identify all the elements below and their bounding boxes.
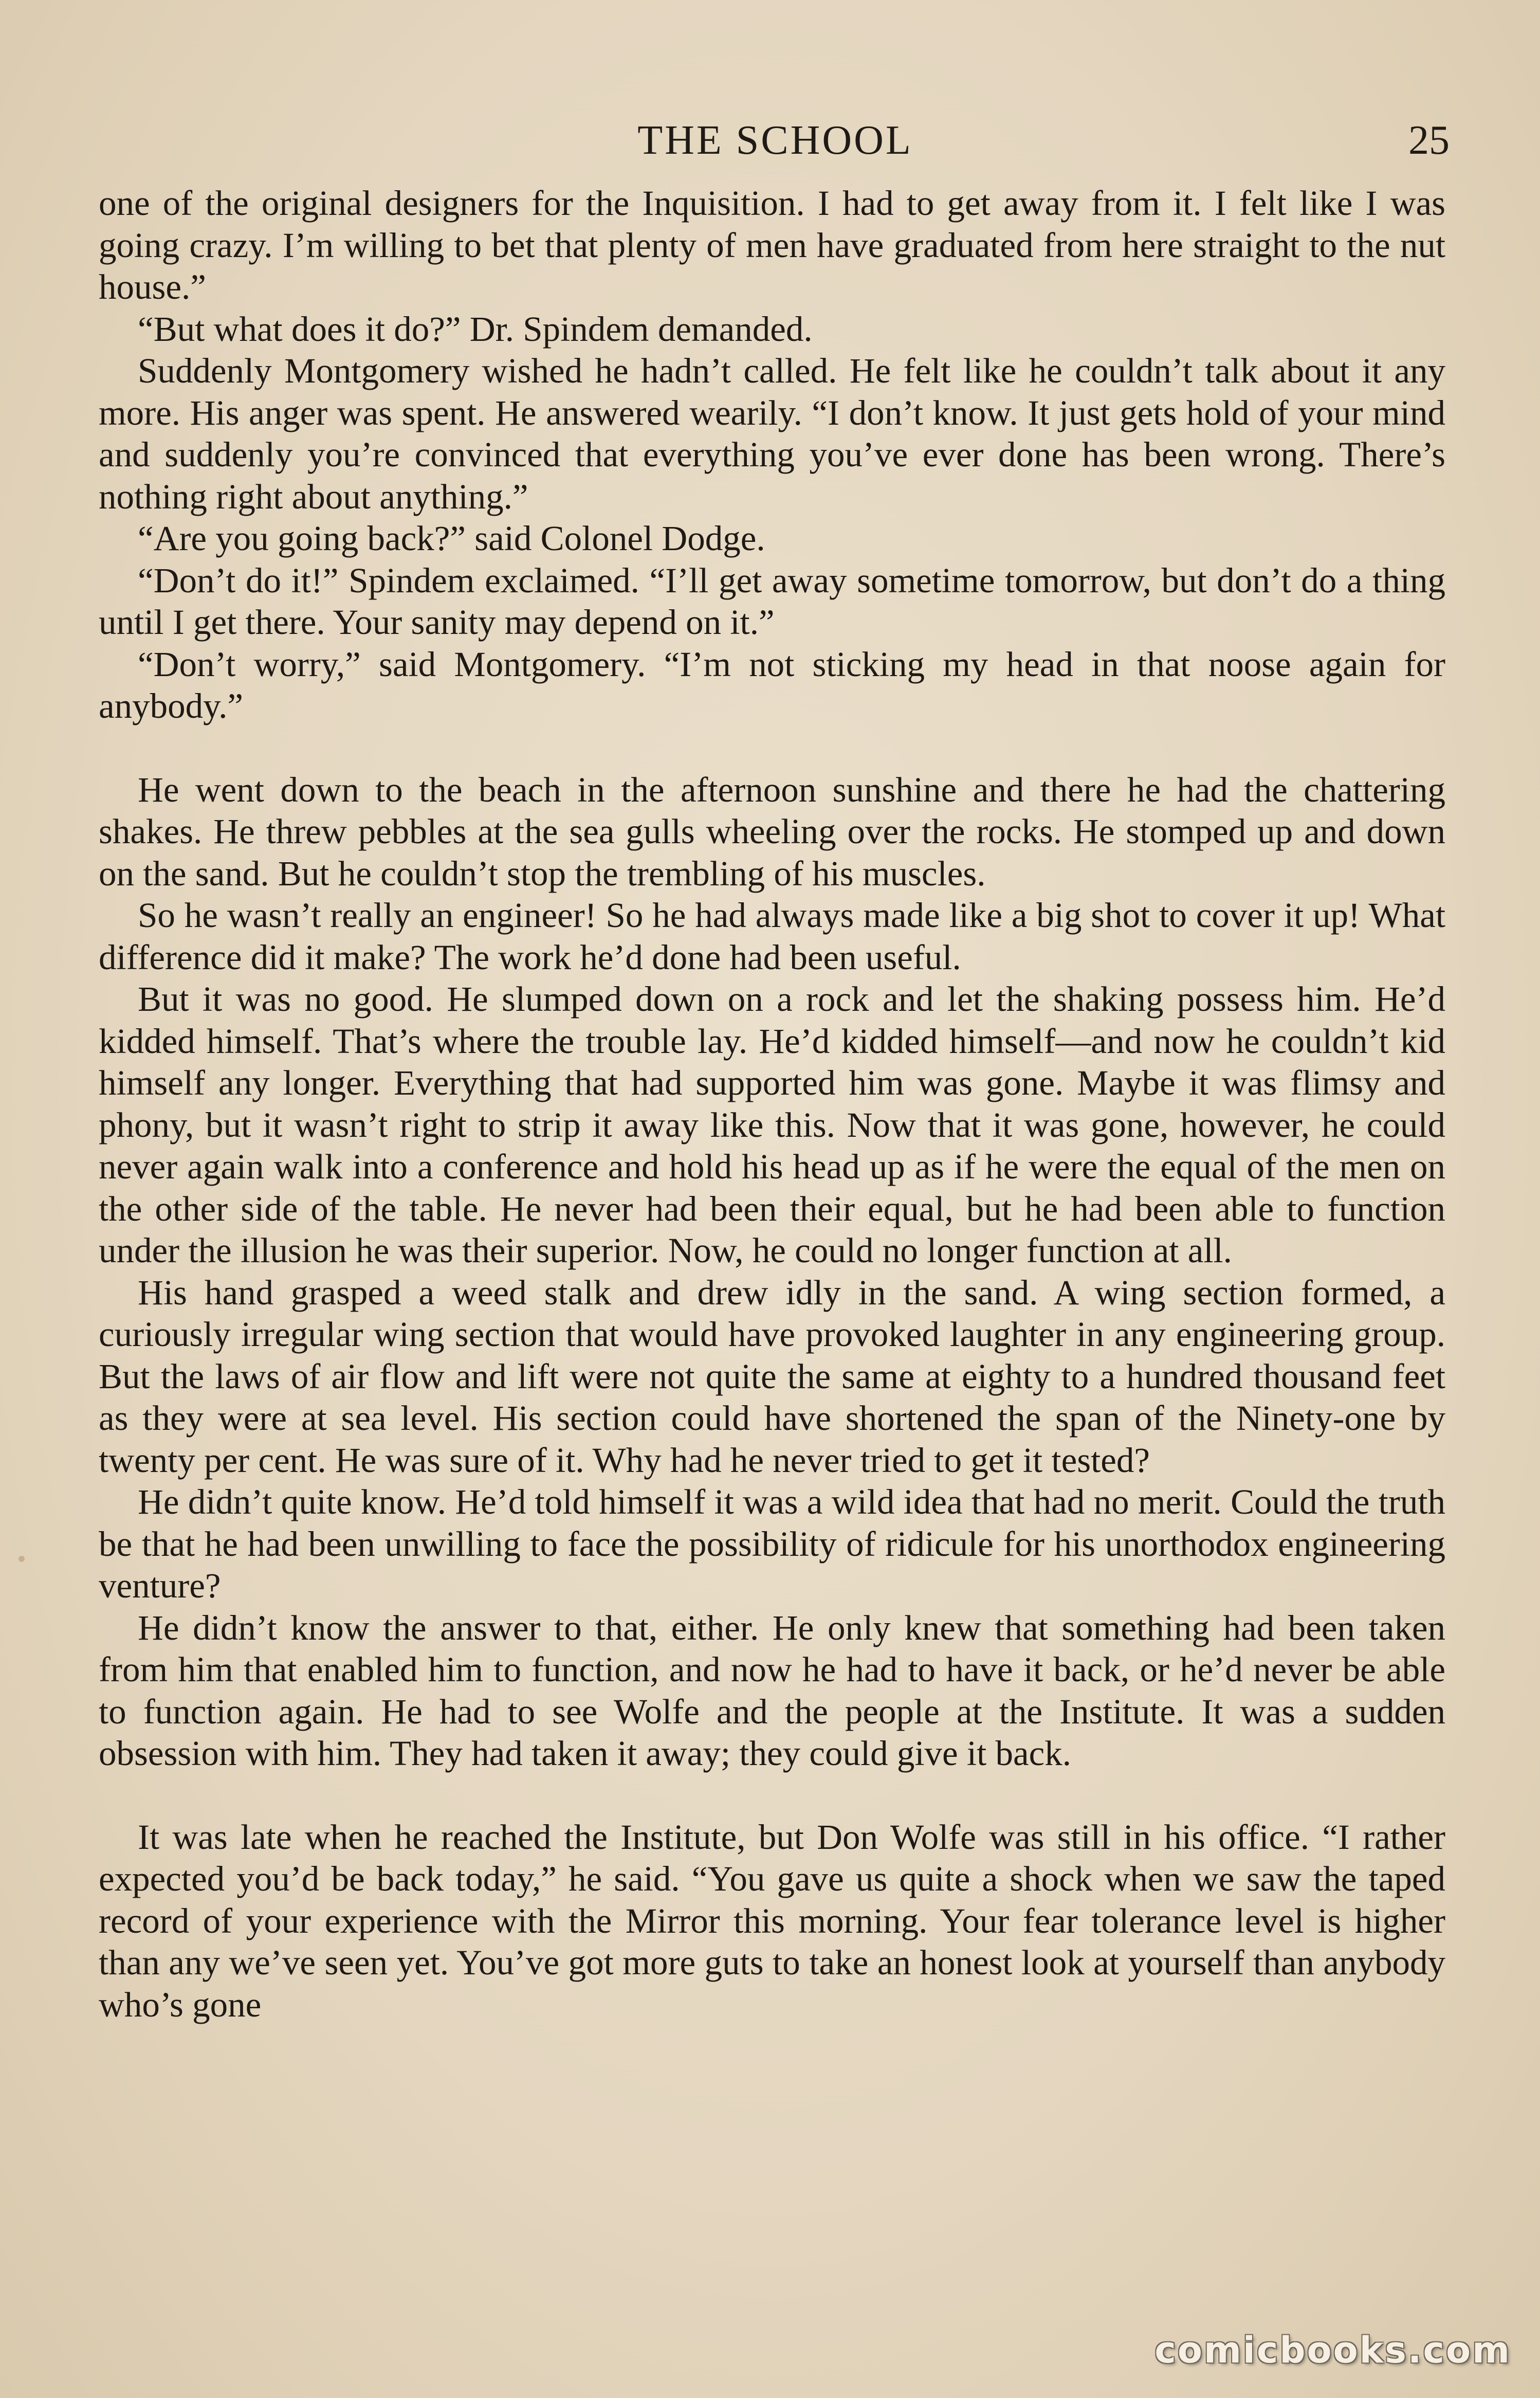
paragraph: “But what does it do?” Dr. Spindem demanded. — [138, 309, 813, 349]
section-break — [99, 728, 1445, 769]
page-number: 25 — [1408, 118, 1450, 163]
paragraph: “Are you going back?” said Colonel Dodge. — [138, 519, 765, 558]
page-header — [101, 112, 1450, 169]
paragraph: So he wasn’t really an engineer! So he had always made like a big shot to cover it up! What difference did it make? The work he’d done had been useful. — [99, 896, 1445, 977]
paper-speck — [19, 1556, 25, 1562]
running-title: THE SCHOOL — [637, 118, 913, 163]
paragraph: He went down to the beach in the afternoon sunshine and there he had the chattering shakes. He threw pebbles at the sea gulls wheeling over the rocks. He stomped up and down on the sand. But he couldn’t stop the trembling of his muscles. — [99, 770, 1445, 893]
watermark: comicbooks.com — [1154, 2329, 1511, 2371]
paragraph: He didn’t quite know. He’d told himself it was a wild idea that had no merit. Could the truth be that he had been unwilling to face the possibility of ridicule for his unorthodox engineering venture? — [99, 1482, 1445, 1605]
paragraph: Suddenly Montgomery wished he hadn’t called. He felt like he couldn’t talk about it any more. His anger was spent. He answered wearily. “I don’t know. It just gets hold of your mind and suddenly you’re convinced that everything you’ve ever done has been wrong. There’s nothing right about anything.” — [99, 351, 1445, 516]
paragraph: His hand grasped a weed stalk and drew idly in the sand. A wing section formed, a curiously irregular wing section that would have provoked laughter in any engineering group. But the laws of air flow and lift were not quite the same at eighty to a hundred thousand feet as they were at sea level. His section could have shortened the span of the Ninety-one by twenty per cent. He was sure of it. Why had he never tried to get it tested? — [99, 1273, 1445, 1480]
paragraph: It was late when he reached the Institute, but Don Wolfe was still in his office. “I rather expected you’d be back today,” he said. “You gave us quite a shock when we saw the taped record of your experience with the Mirror this morning. Your fear tolerance level is higher than any we’ve seen yet. You’ve got more guts to take an honest look at yourself than anybody who’s gone — [99, 1817, 1445, 2024]
paragraph: But it was no good. He slumped down on a rock and let the shaking possess him. He’d kidded himself. That’s where the trouble lay. He’d kidded himself—and now he couldn’t kid himself any longer. Everything that had supported him was gone. Maybe it was flimsy and phony, but it wasn’t right to strip it away like this. Now that it was gone, however, he could never again walk into a conference and hold his head up as if he were the equal of the men on the other side of the table. He never had been their equal, but he had been able to function under the illusion he was their superior. Now, he could no longer function at all. — [99, 979, 1445, 1270]
paragraph: “Don’t do it!” Spindem exclaimed. “I’ll get away sometime tomorrow, but don’t do a thing until I get there. Your sanity may depend on it.” — [99, 560, 1445, 642]
paragraph: one of the original designers for the Inquisition. I had to get away from it. I felt like I was going crazy. I’m willing to bet that plenty of men have graduated from here straight to the nut house.” — [99, 184, 1445, 306]
paragraph: He didn’t know the answer to that, either. He only knew that something had been taken from him that enabled him to function, and now he had to have it back, or he’d never be able to function again. He had to see Wolfe and the people at the Institute. It was a sudden obsession with him. They had taken it away; they could give it back. — [99, 1608, 1445, 1773]
body-text — [99, 183, 1445, 2026]
paragraph: “Don’t worry,” said Montgomery. “I’m not sticking my head in that noose again for anybody.” — [99, 644, 1445, 725]
section-break — [99, 1775, 1445, 1816]
